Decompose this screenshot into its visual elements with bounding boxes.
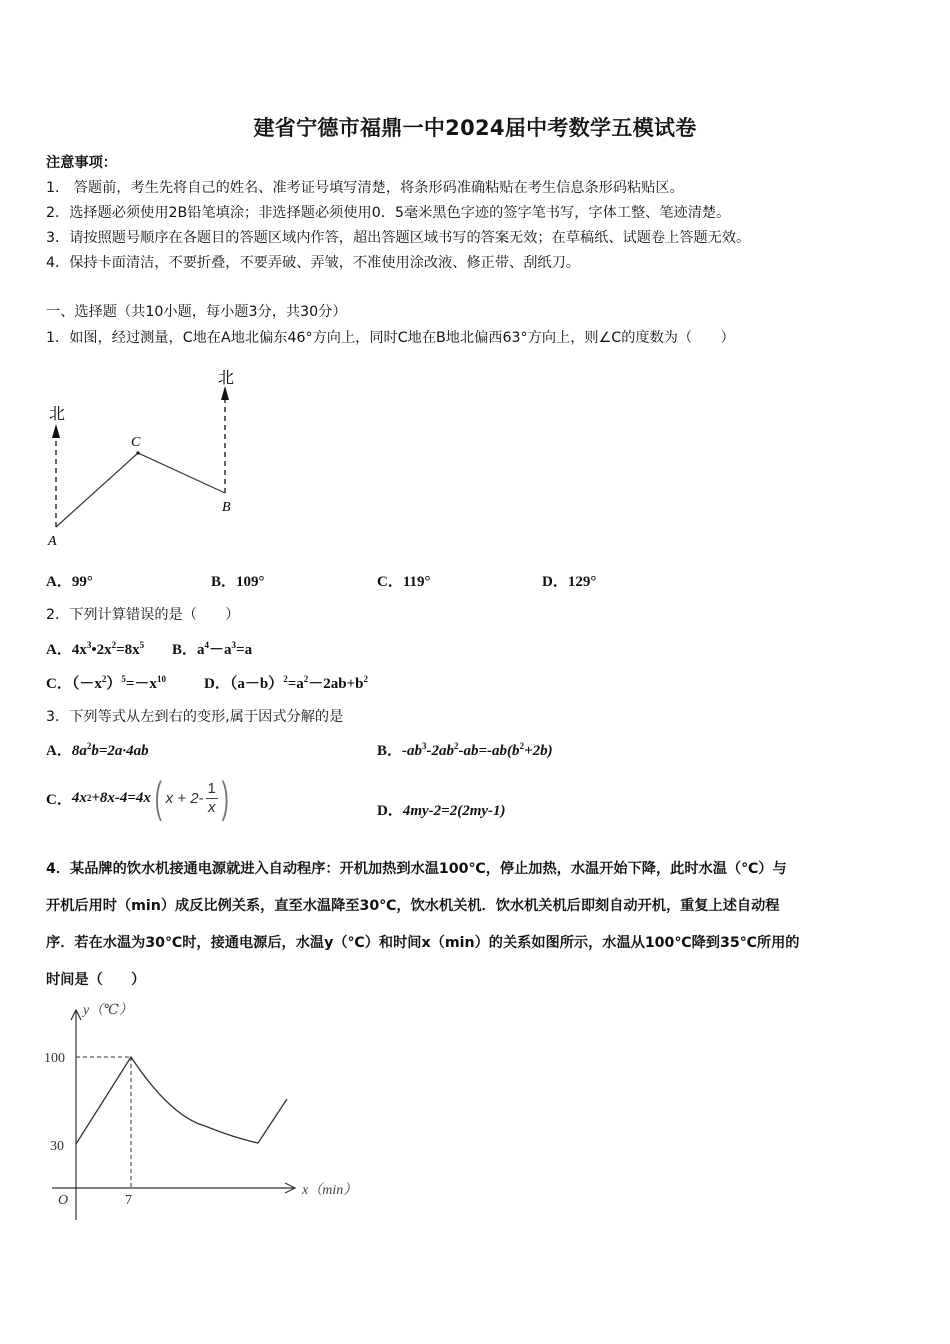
q4-stem-line-3: 序．若在水温为30℃时，接通电源后，水温y（℃）和时间x（min）的关系如图所示，水温从100℃降到35℃所用的 bbox=[46, 935, 800, 951]
y-tick-100: 100 bbox=[44, 1051, 65, 1066]
q1-stem: 1．如图，经过测量，C地在A地北偏东46°方向上，同时C地在B地北偏西63°方向上，则∠C的度数为（ ） bbox=[46, 330, 735, 346]
q3-option-a[interactable]: A．$8a^2b=2a\cdot 4ab$ bbox=[46, 741, 149, 759]
q3-stem: 3．下列等式从左到右的变形,属于因式分解的是 bbox=[46, 709, 344, 725]
point-a-label: A bbox=[48, 534, 57, 549]
q1-option-d[interactable]: D．129° bbox=[542, 574, 597, 590]
document-title: 建省宁德市福鼎一中2024届中考数学五模试卷 bbox=[253, 116, 697, 140]
q2-option-d[interactable]: D．$(a-b)^2=a^2-2ab+b^2$ bbox=[204, 674, 368, 692]
fraction-expression: ( x + 2- $\frac{1}{x}$ ) bbox=[154, 773, 229, 822]
a-north-label: 北 bbox=[49, 406, 66, 423]
q4-temperature-graph bbox=[40, 998, 370, 1223]
q2-stem: 2．下列计算错误的是（ ） bbox=[46, 607, 240, 623]
notice-item-4: 4．保持卡面清洁，不要折叠，不要弄破、弄皱，不准使用涂改液、修正带、刮纸刀。 bbox=[46, 255, 580, 271]
a-north-arrow-icon bbox=[52, 424, 60, 438]
x-axis-label: x（min） bbox=[302, 1183, 358, 1198]
q1-option-b[interactable]: B．109° bbox=[211, 574, 265, 590]
y-tick-30: 30 bbox=[50, 1139, 64, 1154]
y-axis-label: y（℃） bbox=[83, 1003, 133, 1018]
origin-label: O bbox=[58, 1193, 69, 1208]
notice-heading: 注意事项： bbox=[46, 155, 117, 171]
notice-item-3: 3．请按照题号顺序在各题目的答题区域内作答，超出答题区域书写的答案无效；在草稿纸、试题卷上答题无效。 bbox=[46, 230, 751, 246]
section-heading: 一、选择题（共10小题，每小题3分，共30分） bbox=[46, 304, 347, 320]
notice-item-1: 1． 答题前，考生先将自己的姓名、准考证号填写清楚，将条形码准确粘贴在考生信息条形码粘贴区。 bbox=[46, 180, 684, 196]
q3-option-c[interactable]: C． 4x 2 +8x-4=4x ( x + 2- $\frac{1}{x}$ ) bbox=[46, 772, 233, 824]
point-b-label: B bbox=[222, 500, 231, 515]
q1-direction-figure bbox=[40, 362, 260, 557]
b-north-arrow-icon bbox=[221, 386, 229, 400]
point-c-label: C bbox=[131, 435, 141, 450]
b-north-label: 北 bbox=[218, 370, 235, 387]
q3-option-b[interactable]: B．$-ab^3-2ab^2-ab=-ab(b^2+2b)$ bbox=[377, 741, 553, 759]
q4-stem-line-4: 时间是（ ） bbox=[46, 972, 146, 988]
notice-item-2: 2．选择题必须使用2B铅笔填涂；非选择题必须使用0．5毫米黑色字迹的签字笔书写，字体工整、笔迹清楚。 bbox=[46, 205, 731, 221]
q4-stem-line-2: 开机后用时（min）成反比例关系，直至水温降至30℃，饮水机关机．饮水机关机后即刻自动开机，重复上述自动程 bbox=[46, 898, 780, 914]
q1-option-c[interactable]: C．119° bbox=[377, 574, 431, 590]
q2-option-c[interactable]: C．$(-x^2)^5=-x^{10}$ bbox=[46, 674, 166, 692]
q4-stem-line-1: 4．某品牌的饮水机接通电源就进入自动程序：开机加热到水温100℃，停止加热，水温开始下降，此时水温（℃）与 bbox=[46, 861, 787, 877]
x-tick-7: 7 bbox=[125, 1193, 132, 1208]
q2-option-b[interactable]: B．$a^4-a^3=a$ bbox=[172, 640, 253, 658]
temperature-curve bbox=[76, 1057, 287, 1144]
q3-option-d[interactable]: D．4my-2=2(2my-1) bbox=[377, 803, 506, 819]
q2-option-a[interactable]: A．$4x^3•2x^2=8x^5$ bbox=[46, 640, 145, 658]
q1-option-a[interactable]: A．99° bbox=[46, 574, 93, 590]
path-a-c-b bbox=[56, 453, 225, 527]
